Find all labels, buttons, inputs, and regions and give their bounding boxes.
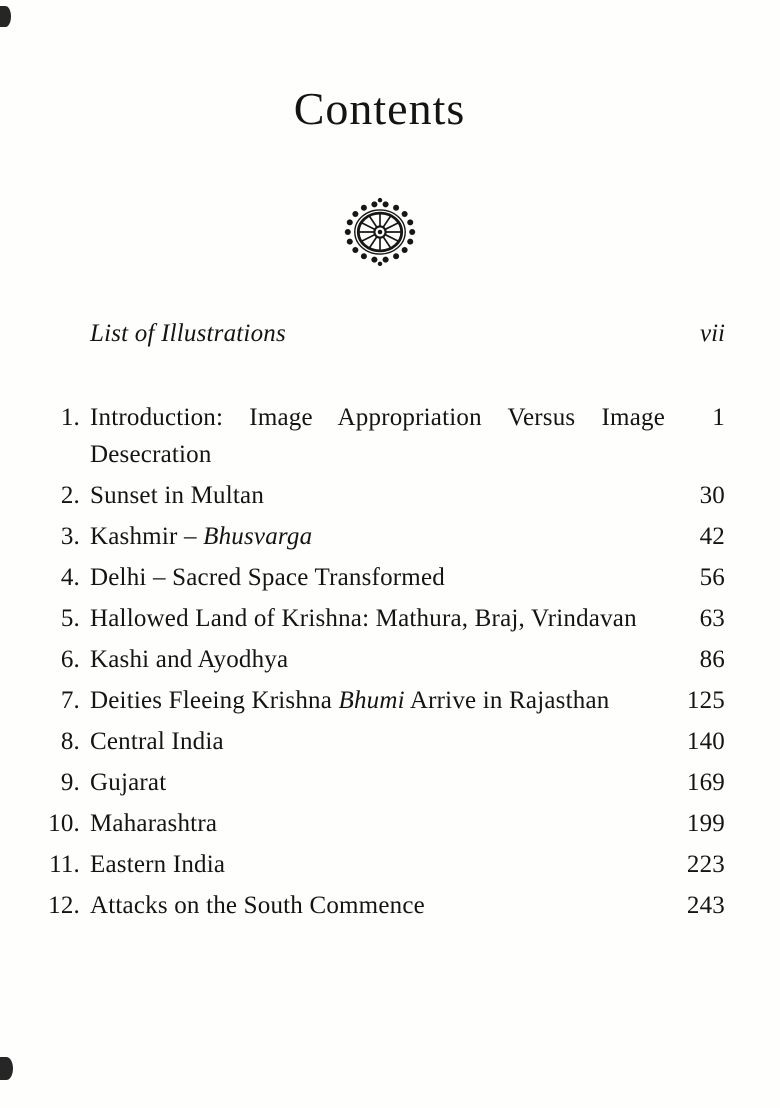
toc-entry-page: 30 [699,482,725,509]
toc-entry [34,518,725,555]
toc-entry-title [90,682,665,719]
toc-title-segment: Deities Fleeing Krishna [90,687,339,714]
toc-entry [34,887,725,924]
toc-entry-title [90,399,665,473]
front-matter-row [34,318,725,349]
toc-entry-page: 63 [699,605,725,632]
toc-entry-page: 243 [686,892,725,919]
toc-entry-number: 5. [60,605,80,632]
toc-entry [34,399,725,473]
toc-entry-number: 6. [60,646,80,673]
toc-entry-page: 199 [686,810,725,837]
toc-entry-title [90,518,665,555]
toc-entry-number: 7. [60,687,80,714]
toc-entry [34,846,725,883]
toc-entry-number: 10. [48,810,80,837]
toc-entry [34,600,725,637]
toc-entry-page: 1 [712,404,725,431]
toc-entry-title [90,641,665,678]
toc-title-segment: Introduction: Image Appropriation Versus Image Desecration [90,404,665,468]
toc-entry-page: 140 [686,728,725,755]
toc-entry-number: 3. [60,523,80,550]
toc-entry [34,559,725,596]
toc-entry-number: 2. [60,482,80,509]
toc-title-segment: Central India [90,728,224,755]
toc-entry [34,723,725,760]
front-matter-label: List of Illustrations [90,320,286,347]
toc-entry-number: 11. [49,851,80,878]
toc-entry-title [90,846,665,883]
toc-title-segment: Arrive in Rajasthan [404,687,610,714]
toc-entry-page: 42 [699,523,725,550]
front-matter-page: vii [700,320,725,347]
toc-entry-page: 86 [699,646,725,673]
toc-title-segment: Kashi and Ayodhya [90,646,289,673]
toc-entry-page: 125 [686,687,725,714]
toc-entry [34,477,725,514]
toc-entry [34,805,725,842]
toc-entry-title [90,805,665,842]
toc-title-segment: Kashmir – [90,523,204,550]
toc-title-segment: Delhi – Sacred Space Transformed [90,564,445,591]
toc-entry [34,641,725,678]
toc-entry [34,682,725,719]
scan-artifact-bottom-left [0,1057,13,1080]
page-title: Contents [293,83,466,134]
toc-entry-title [90,723,665,760]
toc-title-italic-segment: Bhusvarga [203,523,313,550]
toc-entry-title [90,887,665,924]
toc-entry-number: 1. [60,404,80,431]
toc-entry [34,764,725,801]
toc-title-segment: Sunset in Multan [90,482,265,509]
toc-entry-title [90,600,665,637]
toc-entry-page: 169 [686,769,725,796]
toc-title-italic-segment: Bhumi [338,687,405,714]
toc-entry-title [90,559,665,596]
scan-artifact-top-left [0,6,11,27]
toc-entry-number: 4. [60,564,80,591]
toc-entry-page: 223 [686,851,725,878]
toc-entry-number: 8. [60,728,80,755]
toc-entry-number: 12. [48,892,80,919]
toc-entry-page: 56 [699,564,725,591]
toc-list [34,399,725,924]
toc-title-segment: Gujarat [90,769,167,796]
toc-title-segment: Hallowed Land of Krishna: Mathura, Braj, Vrindavan [90,605,637,632]
toc-entry-title [90,477,665,514]
dharma-wheel-icon [338,196,422,268]
toc-title-segment: Maharashtra [90,810,218,837]
toc-title-segment: Attacks on the South Commence [90,892,425,919]
toc-entry-number: 9. [60,769,80,796]
toc-entry-title [90,764,665,801]
toc-title-segment: Eastern India [90,851,226,878]
